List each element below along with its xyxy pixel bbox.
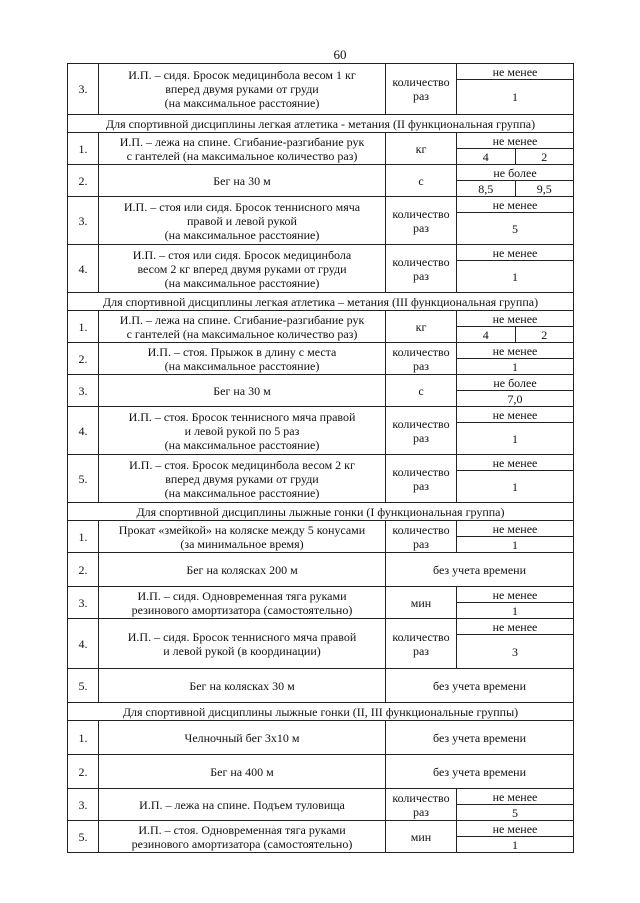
exercise-line: (на максимальное расстояние) [164,358,320,373]
exercise-line: Бег на колясках 200 м [186,562,298,577]
unit-line: количество [392,629,450,644]
section-header-row [68,503,574,521]
row-number: 2. [68,165,99,197]
table-row [68,669,574,703]
row-number: 3. [68,789,99,821]
unit-line: раз [412,478,430,493]
unit-cell [386,375,457,407]
table-row [68,165,574,181]
exercise-cell [99,165,386,197]
unit-line: количество [392,790,450,805]
unit-cell [386,821,457,853]
exercise-line: Бег на 400 м [210,764,274,779]
table-row [68,553,574,587]
norm-label: не более [457,165,574,181]
exercise-line: (на максимальное расстояние) [164,96,320,110]
unit-line: раз [412,804,430,819]
exercise-cell [99,521,386,553]
unit-cell [386,165,457,197]
row-number: 1. [68,133,99,165]
exercise-line: Челночный бег 3x10 м [184,730,300,745]
table-row [68,245,574,261]
unit-cell [386,245,457,293]
unit-line: раз [412,268,430,283]
unit-line: количество [392,464,450,479]
unit-line: раз [412,536,430,551]
exercise-cell [99,245,386,293]
unit-line: раз [412,643,430,658]
unit-cell [386,455,457,503]
exercise-line: Прокат «змейкой» на коляске между 5 конусами [118,522,366,537]
exercise-line: Бег на колясках 30 м [189,678,295,693]
exercise-line: И.П. – лежа на спине. Подъем туловища [139,797,345,812]
section-title: Для спортивной дисциплины лыжные гонки (II, III функциональные группы) [68,703,574,721]
unit-cell [386,133,457,165]
norm-label: не менее [457,587,574,603]
table-row [68,619,574,635]
row-number: 4. [68,619,99,669]
section-title: Для спортивной дисциплины легкая атлетика – метания (III функциональная группа) [68,293,574,311]
section-header-row [68,115,574,133]
exercise-line: И.П. – стоя. Бросок медицинбола весом 2 кг [129,457,355,472]
exercise-cell [99,789,386,821]
exercise-line: вперед двумя руками от груди [165,471,319,486]
row-number: 1. [68,721,99,755]
exercise-line: весом 2 кг вперед двумя руками от груди [137,261,347,276]
norm-label: не менее [457,343,574,359]
norm-value: 5 [457,213,574,245]
unit-cell [386,407,457,455]
row-number: 4. [68,407,99,455]
unit-line: с [418,173,424,188]
exercise-line: И.П. – стоя. Прыжок в длину с места [147,344,337,359]
norms-table [67,63,574,853]
unit-line: количество [392,416,450,431]
unit-line: раз [412,430,430,445]
exercise-line: резинового амортизатора (самостоятельно) [131,836,353,851]
exercise-line: Бег на 30 м [213,383,271,398]
section-header-row [68,293,574,311]
norm-label: не менее [457,133,574,149]
norm-value: 1 [457,603,574,619]
norm-label: не менее [457,245,574,261]
exercise-line: И.П. – лежа на спине. Сгибание-разгибание рук [119,134,365,149]
exercise-line: И.П. – стоя. Одновременная тяга руками [138,822,346,837]
exercise-cell [99,721,386,755]
exercise-line: (на максимальное расстояние) [164,227,320,242]
merged-value-cell: без учета времени [386,721,574,755]
unit-line: количество [392,344,450,359]
exercise-line: и левой рукой (в координации) [163,643,321,658]
row-number: 4. [68,245,99,293]
row-number: 1. [68,521,99,553]
norm-value: 4 [457,149,516,165]
exercise-cell [99,64,386,115]
norm-value: 4 [457,327,516,343]
unit-line: мин [410,829,432,844]
norm-value: 2 [515,327,574,343]
norm-label: не менее [457,455,574,471]
row-number: 5. [68,821,99,853]
unit-line: с [418,383,424,398]
unit-line: количество [392,206,450,221]
norm-value: 1 [457,537,574,553]
exercise-cell [99,619,386,669]
unit-line: количество [392,254,450,269]
row-number: 2. [68,553,99,587]
norm-label: не менее [457,821,574,837]
unit-line: кг [415,141,427,156]
unit-cell [386,619,457,669]
exercise-line: резинового амортизатора (самостоятельно) [131,602,353,617]
row-number: 3. [68,587,99,619]
row-number: 1. [68,311,99,343]
norm-value: 1 [457,359,574,375]
norm-label: не менее [457,521,574,537]
exercise-line: (на максимальное расстояние) [164,437,320,452]
unit-line: раз [412,220,430,235]
norm-value: 5 [457,805,574,821]
norm-label: не более [457,375,574,391]
exercise-cell [99,197,386,245]
norm-value: 1 [457,423,574,455]
section-title: Для спортивной дисциплины лыжные гонки (I функциональная группа) [68,503,574,521]
unit-cell [386,521,457,553]
table-row [68,407,574,423]
row-number: 3. [68,197,99,245]
exercise-line: И.П. – стоя или сидя. Бросок теннисного мяча [123,199,361,214]
table-row [68,375,574,391]
norm-label: не менее [457,619,574,635]
norm-value: 1 [457,80,574,115]
unit-cell [386,587,457,619]
exercise-cell [99,587,386,619]
norm-value: 2 [515,149,574,165]
merged-value-cell: без учета времени [386,755,574,789]
section-header-row [68,703,574,721]
unit-line: количество [392,75,450,89]
exercise-line: И.П. – лежа на спине. Сгибание-разгибание рук [119,312,365,327]
exercise-cell [99,133,386,165]
exercise-cell [99,407,386,455]
row-number: 5. [68,669,99,703]
row-number: 3. [68,64,99,115]
row-number: 5. [68,455,99,503]
norm-value: 9,5 [515,181,574,197]
exercise-line: с гантелей (на максимальное количество раз) [126,148,358,163]
merged-value-cell: без учета времени [386,553,574,587]
exercise-cell [99,375,386,407]
unit-cell [386,311,457,343]
norm-value: 8,5 [457,181,516,197]
norm-value: 3 [457,635,574,669]
row-number: 2. [68,343,99,375]
section-title: Для спортивной дисциплины легкая атлетика - метания (II функциональная группа) [68,115,574,133]
exercise-line: с гантелей (на максимальное количество раз) [126,326,358,341]
table-row [68,455,574,471]
exercise-line: правой и левой рукой [187,213,297,228]
norm-label: не менее [457,64,574,80]
table-row [68,587,574,603]
table-row [68,197,574,213]
exercise-line: И.П. – стоя или сидя. Бросок медицинбола [132,247,352,262]
exercise-line: И.П. – стоя. Бросок теннисного мяча правой [128,409,356,424]
row-number: 3. [68,375,99,407]
exercise-line: И.П. – сидя. Одновременная тяга руками [137,588,347,603]
unit-cell [386,343,457,375]
row-number: 2. [68,755,99,789]
table-row [68,64,574,80]
norm-label: не менее [457,407,574,423]
exercise-line: (на максимальное расстояние) [164,485,320,500]
unit-line: раз [412,89,430,103]
norm-label: не менее [457,311,574,327]
table-row [68,521,574,537]
table-row [68,721,574,755]
page-number: 60 [333,47,347,62]
unit-cell [386,64,457,115]
norm-value: 1 [457,471,574,503]
table-row [68,343,574,359]
table-row [68,789,574,805]
unit-cell [386,197,457,245]
exercise-line: И.П. – сидя. Бросок медицинбола весом 1 кг [128,68,356,82]
table-row [68,311,574,327]
unit-line: раз [412,358,430,373]
merged-value-cell: без учета времени [386,669,574,703]
exercise-cell [99,755,386,789]
norm-value: 7,0 [457,391,574,407]
norm-label: не менее [457,197,574,213]
exercise-cell [99,311,386,343]
exercise-line: и левой рукой по 5 раз [184,423,300,438]
unit-line: мин [410,595,432,610]
exercise-cell [99,669,386,703]
table-row [68,821,574,837]
exercise-line: И.П. – сидя. Бросок теннисного мяча правой [127,629,357,644]
norm-value: 1 [457,837,574,853]
exercise-line: (за минимальное время) [180,536,304,551]
norm-value: 1 [457,261,574,293]
unit-line: количество [392,522,450,537]
unit-line: кг [415,319,427,334]
exercise-cell [99,821,386,853]
exercise-line: Бег на 30 м [213,173,271,188]
table-row [68,133,574,149]
exercise-cell [99,343,386,375]
exercise-cell [99,455,386,503]
norm-label: не менее [457,789,574,805]
unit-cell [386,789,457,821]
exercise-line: (на максимальное расстояние) [164,275,320,290]
table-row [68,755,574,789]
exercise-line: вперед двумя руками от груди [165,82,319,96]
exercise-cell [99,553,386,587]
